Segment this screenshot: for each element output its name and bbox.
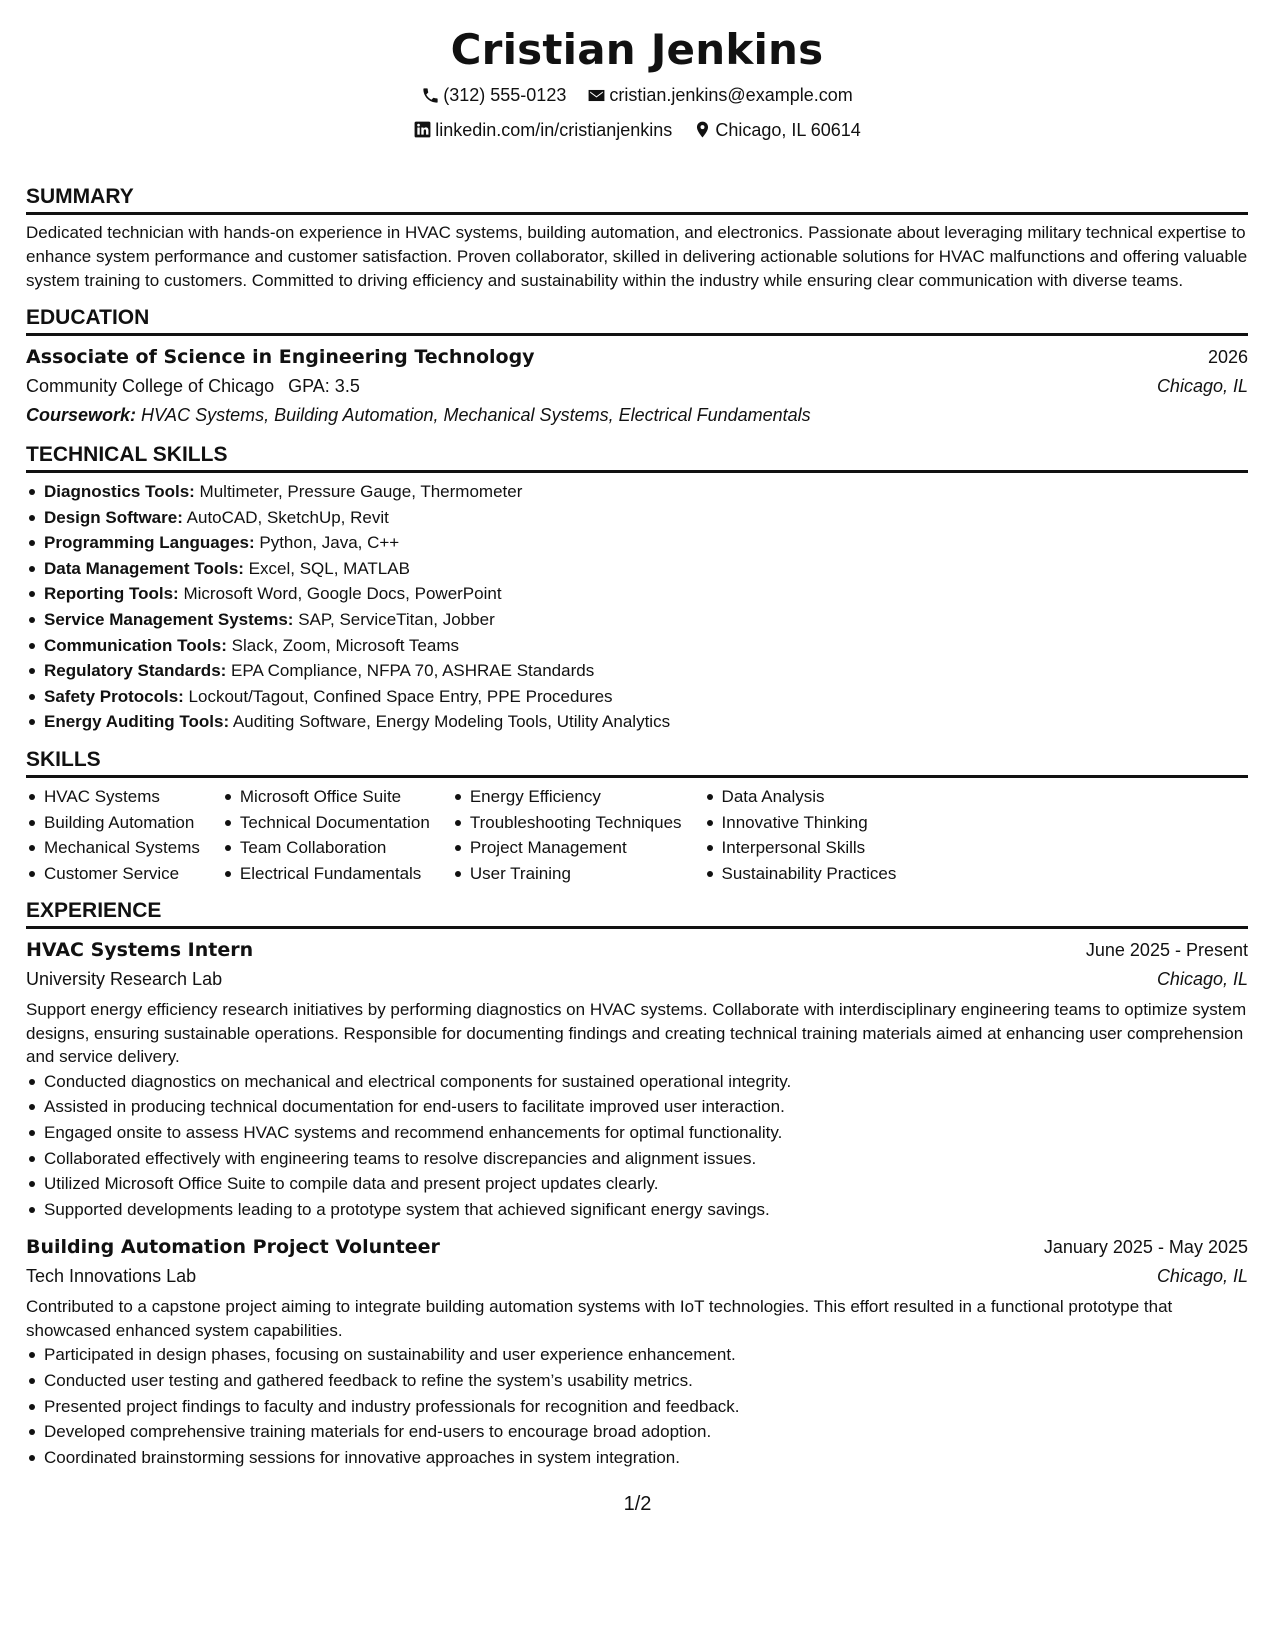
job-bullet: Supported developments leading to a prototype system that achieved significant energy savings. (44, 1197, 1248, 1223)
experience-section (26, 898, 1248, 1470)
technical-skill-item (44, 709, 1248, 735)
coursework-list: HVAC Systems, Building Automation, Mechanical Systems, Electrical Fundamentals (141, 405, 811, 425)
skills-column (704, 784, 897, 886)
technical-skills-section (26, 442, 1248, 735)
job-description: Support energy efficiency research initiatives by performing diagnostics on HVAC systems. Collaborate with interdisciplinary engineering teams to optimize system designs, ensuring sustainable operations. Responsible for documenting findings and creating technical training materials aimed at enhancing user comprehension and service delivery. (26, 1000, 1247, 1067)
skill-item: Data Analysis (722, 784, 897, 810)
technical-skill-label: Regulatory Standards: (44, 661, 227, 681)
skills-column-list (704, 784, 897, 886)
experience-header-row (26, 935, 1248, 965)
technical-skill-value: Slack, Zoom, Microsoft Teams (231, 635, 459, 655)
technical-skill-item (44, 505, 1248, 531)
page-number: 1/2 (623, 1493, 652, 1515)
technical-skill-value: Microsoft Word, Google Docs, PowerPoint (183, 584, 502, 604)
envelope-icon (587, 86, 606, 105)
skill-item: User Training (470, 861, 682, 887)
technical-skill-item (44, 658, 1248, 684)
degree: Associate of Science in Engineering Technology (26, 346, 535, 368)
skills-column (222, 784, 430, 886)
job-bullet: Assisted in producing technical documentation for end-users to facilitate improved user interaction. (44, 1094, 1248, 1120)
technical-skill-item (44, 556, 1248, 582)
technical-skill-label: Communication Tools: (44, 635, 227, 655)
skills-column (452, 784, 682, 886)
job-bullet: Utilized Microsoft Office Suite to compile data and present project updates clearly. (44, 1171, 1248, 1197)
email-address: cristian.jenkins@example.com (609, 85, 853, 105)
section-title-education: EDUCATION (26, 305, 1248, 336)
phone-icon (421, 86, 440, 105)
email-contact[interactable] (587, 84, 852, 106)
technical-skill-label: Design Software: (44, 507, 183, 527)
skills-column-list (222, 784, 430, 886)
linkedin-contact[interactable] (413, 119, 672, 141)
skills-column (26, 784, 200, 886)
graduation-year: 2026 (1207, 347, 1248, 367)
skill-item: Microsoft Office Suite (240, 784, 430, 810)
technical-skill-item (44, 530, 1248, 556)
skills-section (26, 747, 1248, 886)
skill-item: Sustainability Practices (722, 861, 897, 887)
technical-skill-value: Excel, SQL, MATLAB (248, 558, 410, 578)
job-title: HVAC Systems Intern (26, 939, 254, 962)
organization: University Research Lab (26, 969, 223, 990)
skill-item: Mechanical Systems (44, 835, 200, 861)
skills-column-list (452, 784, 682, 886)
contact-line-1 (26, 84, 1248, 110)
phone-contact[interactable] (421, 84, 566, 106)
job-bullet: Collaborated effectively with engineering teams to resolve discrepancies and alignment issues. (44, 1146, 1248, 1172)
job-bullet: Participated in design phases, focusing on sustainability and user experience enhancement. (44, 1342, 1248, 1368)
job-bullet: Coordinated brainstorming sessions for innovative approaches in system integration. (44, 1445, 1248, 1471)
skill-item: Energy Efficiency (470, 784, 682, 810)
experience-org-row (26, 1262, 1248, 1291)
phone-number: (312) 555-0123 (443, 85, 567, 105)
job-dates: January 2025 - May 2025 (1043, 1237, 1248, 1258)
education-row-2 (26, 372, 1248, 401)
coursework (26, 401, 1248, 430)
location-text: Chicago, IL 60614 (715, 119, 861, 140)
skills-grid (26, 784, 1248, 886)
technical-skill-label: Diagnostics Tools: (44, 482, 195, 501)
technical-skill-value: Auditing Software, Energy Modeling Tools, Utility Analytics (232, 712, 671, 732)
technical-skill-value: AutoCAD, SketchUp, Revit (186, 507, 389, 527)
section-title-technical-skills: TECHNICAL SKILLS (26, 442, 1248, 473)
section-title-skills: SKILLS (26, 747, 1248, 778)
organization: Tech Innovations Lab (26, 1266, 197, 1287)
job-bullet: Presented project findings to faculty and industry professionals for recognition and feedback. (44, 1394, 1248, 1420)
school-line (26, 372, 360, 401)
experience-entry (26, 1232, 1248, 1470)
job-bullet: Conducted user testing and gathered feedback to refine the system’s usability metrics. (44, 1368, 1248, 1394)
skills-column-list (26, 784, 200, 886)
school-location: Chicago, IL (1156, 376, 1248, 396)
job-dates: June 2025 - Present (1085, 940, 1248, 961)
technical-skill-item (44, 633, 1248, 659)
technical-skill-value: EPA Compliance, NFPA 70, ASHRAE Standards (231, 661, 595, 681)
technical-skills-list (26, 479, 1248, 735)
resume-header (26, 0, 1248, 144)
resume-page (26, 0, 1248, 1470)
job-description: Contributed to a capstone project aiming to integrate building automation systems with IoT technologies. This effort resulted in a functional prototype that showcased enhanced system capabilities. (26, 1297, 1173, 1340)
job-bullets (26, 1342, 1248, 1470)
skill-item: Building Automation (44, 810, 200, 836)
technical-skill-item (44, 479, 1248, 505)
technical-skill-label: Safety Protocols: (44, 686, 184, 706)
job-bullet: Developed comprehensive training materials for end-users to encourage broad adoption. (44, 1419, 1248, 1445)
school-name: Community College of Chicago (26, 376, 275, 396)
education-row-1 (26, 342, 1248, 372)
technical-skill-item (44, 607, 1248, 633)
technical-skill-value: Lockout/Tagout, Confined Space Entry, PPE Procedures (188, 686, 613, 706)
technical-skill-item (44, 684, 1248, 710)
experience-entry (26, 935, 1248, 1222)
technical-skill-label: Energy Auditing Tools: (44, 712, 230, 732)
skill-item: HVAC Systems (44, 784, 200, 810)
technical-skill-value: Multimeter, Pressure Gauge, Thermometer (199, 482, 523, 501)
experience-header-row (26, 1232, 1248, 1262)
skill-item: Project Management (470, 835, 682, 861)
skill-item: Innovative Thinking (722, 810, 897, 836)
experience-list (26, 935, 1248, 1470)
gpa: GPA: 3.5 (288, 376, 360, 396)
skill-item: Interpersonal Skills (722, 835, 897, 861)
job-bullet: Conducted diagnostics on mechanical and electrical components for sustained operational integrity. (44, 1069, 1248, 1095)
job-bullets (26, 1069, 1248, 1223)
education-section (26, 305, 1248, 430)
technical-skill-label: Reporting Tools: (44, 584, 179, 604)
linkedin-url: linkedin.com/in/cristianjenkins (435, 119, 673, 140)
skill-item: Team Collaboration (240, 835, 430, 861)
technical-skill-label: Programming Languages: (44, 533, 255, 553)
technical-skill-value: SAP, ServiceTitan, Jobber (298, 609, 495, 629)
summary-text: Dedicated technician with hands-on experience in HVAC systems, building automation, and electronics. Passionate about leveraging military technical expertise to enhance system performance and customer satisfaction. Proven collaborator, skilled in delivering actionable solutions for HVAC malfunctions and offering valuable system training to customers. Committed to driving efficiency and sustainability within the industry while ensuring clear communication with diverse teams. (26, 223, 1248, 290)
job-bullet: Engaged onsite to assess HVAC systems and recommend enhancements for optimal functionality. (44, 1120, 1248, 1146)
technical-skill-label: Data Management Tools: (44, 558, 244, 578)
technical-skill-value: Python, Java, C++ (259, 533, 400, 553)
candidate-name: Cristian Jenkins (450, 25, 824, 74)
skill-item: Troubleshooting Techniques (470, 810, 682, 836)
contact-line-2 (26, 119, 1248, 145)
section-title-summary: SUMMARY (26, 184, 1248, 215)
section-title-experience: EXPERIENCE (26, 898, 1248, 929)
skill-item: Customer Service (44, 861, 200, 887)
skill-item: Electrical Fundamentals (240, 861, 430, 887)
map-pin-icon (693, 120, 712, 139)
skill-item: Technical Documentation (240, 810, 430, 836)
job-location: Chicago, IL (1156, 969, 1248, 990)
job-title: Building Automation Project Volunteer (26, 1236, 440, 1259)
experience-org-row (26, 965, 1248, 994)
coursework-label: Coursework: (26, 405, 137, 425)
summary-section (26, 184, 1248, 293)
linkedin-icon (413, 120, 432, 139)
technical-skill-item (44, 581, 1248, 607)
location-contact (693, 119, 860, 141)
technical-skill-label: Service Management Systems: (44, 609, 294, 629)
job-location: Chicago, IL (1156, 1266, 1248, 1287)
